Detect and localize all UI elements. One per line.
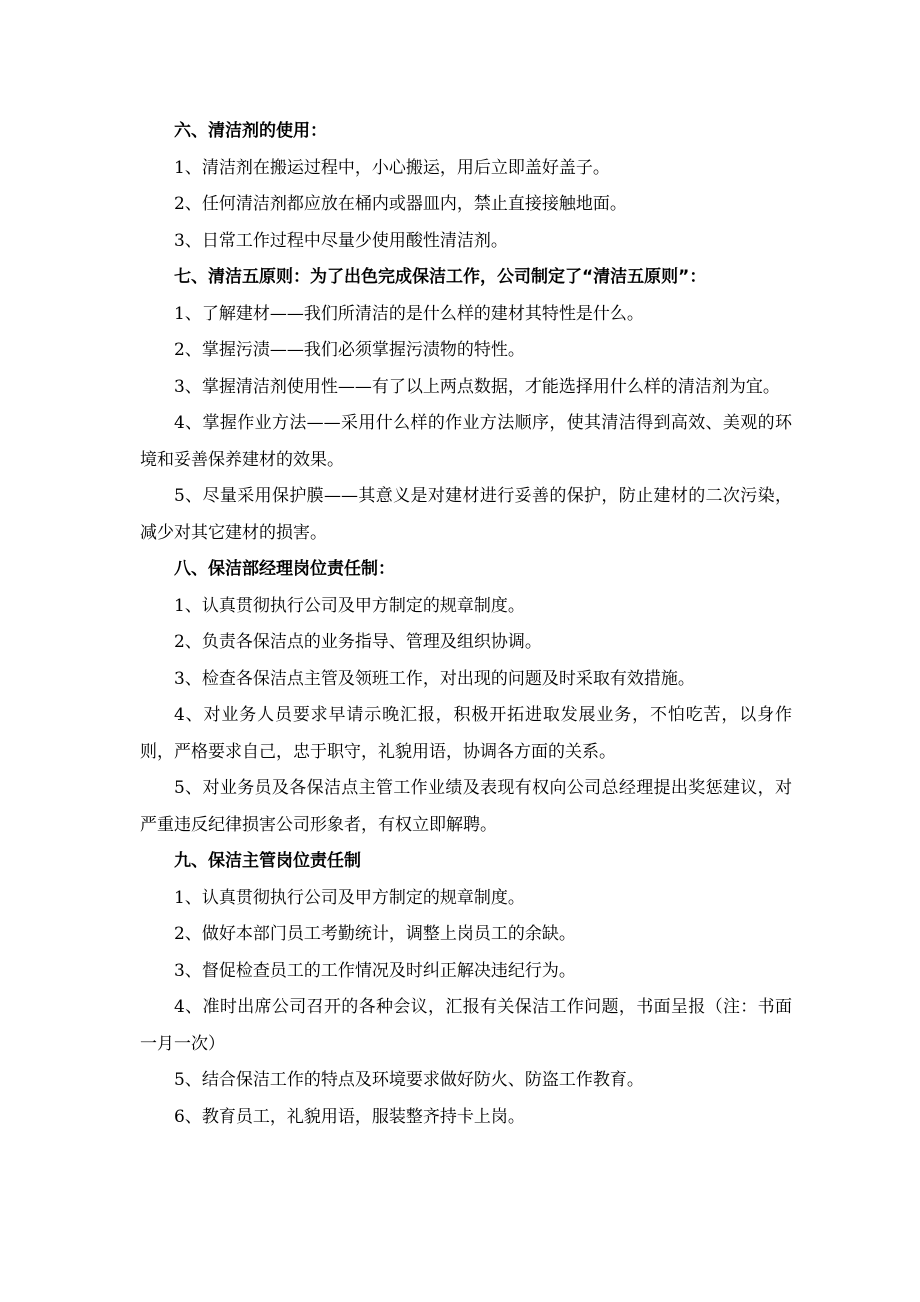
section-heading: 九、保洁主管岗位责任制: [174, 851, 361, 871]
list-item: 3、检查各保洁点主管及领班工作，对出现的问题及时采取有效措施。: [174, 668, 695, 689]
list-item: 2、做好本部门员工考勤统计，调整上岗员工的余缺。: [174, 924, 576, 944]
list-item: 5、结合保洁工作的特点及环境要求做好防火、防盗工作教育。: [174, 1070, 644, 1090]
list-item: 6、教育员工，礼貌用语，服装整齐持卡上岗。: [174, 1106, 525, 1127]
section-heading: 八、保洁部经理岗位责任制：: [174, 559, 395, 579]
list-item: 5、尽量采用保护膜——其意义是对建材进行妥善的保护，防止建材的二次污染，减少对其它建材的损害。: [140, 486, 792, 543]
list-item: 3、掌握清洁剂使用性——有了以上两点数据，才能选择用什么样的清洁剂为宜。: [174, 376, 780, 397]
list-item: 4、准时出席公司召开的各种会议，汇报有关保洁工作问题，书面呈报（注：书面一月一次）: [140, 997, 792, 1054]
list-item: 1、认真贯彻执行公司及甲方制定的规章制度。: [174, 887, 525, 908]
list-item: 4、掌握作业方法——采用什么样的作业方法顺序，使其清洁得到高效、美观的环境和妥善保养建材的效果。: [140, 413, 792, 470]
list-item: 4、对业务人员要求早请示晚汇报，积极开拓进取发展业务，不怕吃苦，以身作则，严格要求自己，忠于职守，礼貌用语，协调各方面的关系。: [140, 705, 792, 762]
section-heading: 七、清洁五原则：为了出色完成保洁工作，公司制定了“清洁五原则”：: [174, 267, 707, 287]
list-item: 1、清洁剂在搬运过程中，小心搬运，用后立即盖好盖子。: [174, 157, 610, 178]
document-body: [140, 113, 792, 1135]
list-item: 2、掌握污渍——我们必须掌握污渍物的特性。: [174, 340, 525, 360]
list-item: 1、了解建材——我们所清洁的是什么样的建材其特性是什么。: [174, 303, 644, 324]
section-heading: 六、清洁剂的使用：: [174, 121, 327, 141]
list-item: 1、认真贯彻执行公司及甲方制定的规章制度。: [174, 595, 525, 616]
list-item: 5、对业务员及各保洁点主管工作业绩及表现有权向公司总经理提出奖惩建议，对严重违反纪律损害公司形象者，有权立即解聘。: [140, 778, 792, 835]
list-item: 2、任何清洁剂都应放在桶内或器皿内，禁止直接接触地面。: [174, 194, 627, 214]
list-item: 2、负责各保洁点的业务指导、管理及组织协调。: [174, 632, 542, 652]
list-item: 3、日常工作过程中尽量少使用酸性清洁剂。: [174, 230, 508, 251]
list-item: 3、督促检查员工的工作情况及时纠正解决违纪行为。: [174, 960, 576, 981]
